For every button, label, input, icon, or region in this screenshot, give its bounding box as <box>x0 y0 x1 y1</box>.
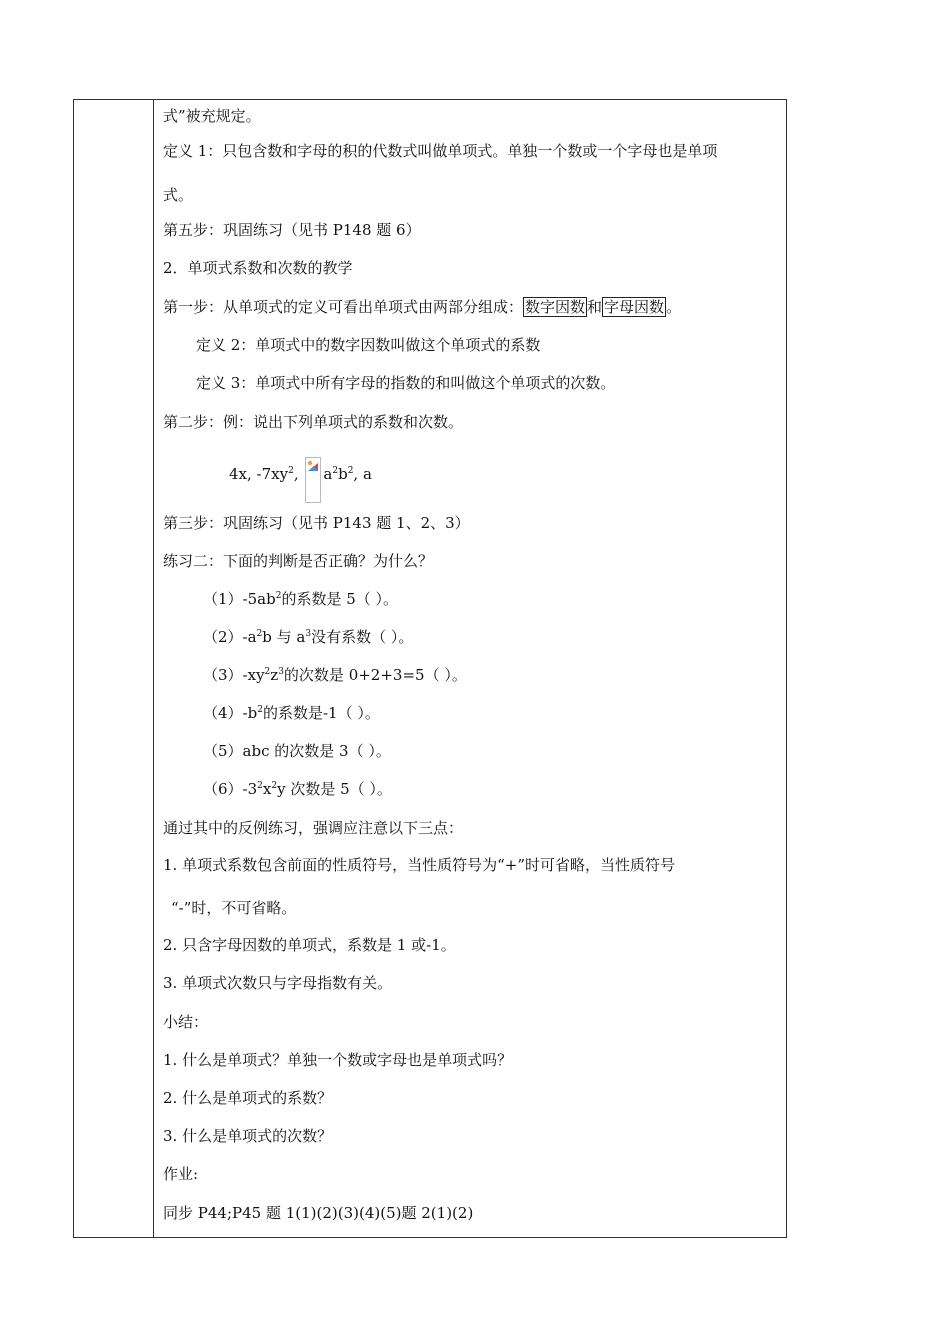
step-3: 第三步：巩固练习（见书 P143 题 1、2、3） <box>163 514 470 532</box>
exercise-text: （6）-3 <box>203 780 258 798</box>
exercise-text: 的系数是-1（ ）。 <box>262 704 380 722</box>
point-2: 2. 只含字母因数的单项式，系数是 1 或-1。 <box>163 936 456 954</box>
example-text: b <box>338 465 348 483</box>
exercise-item-6 <box>203 778 392 800</box>
step-5: 第五步：巩固练习（见书 P148 题 6） <box>163 221 421 239</box>
point-1: 1. 单项式系数包含前面的性质符号，当性质符号为“+”时可省略，当性质符号 <box>163 856 675 874</box>
exponent: 2 <box>275 591 282 601</box>
summary-question-1: 1. 什么是单项式？单独一个数或字母也是单项式吗？ <box>163 1051 513 1069</box>
exercise-text: （2）-a <box>203 628 257 646</box>
step-1-text: 第一步：从单项式的定义可看出单项式由两部分组成： <box>163 298 524 316</box>
section-heading: 2．单项式系数和次数的教学 <box>163 259 353 277</box>
example-text: , <box>293 465 299 483</box>
example-text: , a <box>353 465 372 483</box>
exponent: 3 <box>305 629 312 639</box>
definition-3: 定义 3：单项式中所有字母的指数的和叫做这个单项式的次数。 <box>196 374 616 392</box>
example-text: a <box>323 465 333 483</box>
exponent: 3 <box>278 667 284 677</box>
exercise-item-3 <box>203 664 467 686</box>
exercise-item-4 <box>203 702 380 724</box>
summary-intro: 通过其中的反例练习，强调应注意以下三点： <box>163 819 464 837</box>
exponent: 2 <box>257 781 263 791</box>
example-expressions <box>229 457 372 503</box>
numeric-factor-box: 数字因数 <box>525 298 586 316</box>
column-divider <box>153 100 154 1237</box>
lesson-table <box>73 99 787 1238</box>
exercise-text: x <box>262 780 272 798</box>
exercise-item-5 <box>203 740 391 762</box>
point-3: 3. 单项式次数只与字母指数有关。 <box>163 974 393 992</box>
exponent: 2 <box>271 781 278 791</box>
exercise-text: （1）-5ab <box>203 590 276 608</box>
exercise-text: b 与 a <box>262 628 306 646</box>
exercise-text: z <box>270 666 279 684</box>
fraction-image-icon <box>305 457 321 503</box>
point-1-continued: “-”时，不可省略。 <box>171 899 297 917</box>
text-line: 式。 <box>163 186 194 204</box>
definition-2: 定义 2：单项式中的数字因数叫做这个单项式的系数 <box>196 336 541 354</box>
definition-1: 定义 1：只包含数和字母的积的代数式叫做单项式。单独一个数或一个字母也是单项 <box>163 142 718 160</box>
summary-question-3: 3. 什么是单项式的次数？ <box>163 1127 333 1145</box>
exercise-text: y 次数是 5（ ）。 <box>277 780 392 798</box>
step-1 <box>163 296 681 318</box>
exercise-text: （4）-b <box>203 704 258 722</box>
letter-factor-box: 字母因数 <box>604 298 665 316</box>
exercise-text: （5）abc 的次数是 3（ ）。 <box>203 742 391 760</box>
exercise-text: 的次数是 0+2+3=5（ ）。 <box>283 666 467 684</box>
exponent: 2 <box>257 705 263 715</box>
example-text: 4x, -7xy <box>229 465 289 483</box>
exponent: 2 <box>264 667 271 677</box>
exercise-text: 没有系数（ ）。 <box>311 628 414 646</box>
exercise-item-1 <box>203 588 398 610</box>
step-1-end: 。 <box>666 298 682 316</box>
homework-heading: 作业: <box>163 1165 199 1183</box>
exercise-text: 的系数是 5（ ）。 <box>281 590 399 608</box>
summary-question-2: 2. 什么是单项式的系数？ <box>163 1089 333 1107</box>
exercise-text: （3）-xy <box>203 666 265 684</box>
exercise-item-2 <box>203 626 413 648</box>
step-1-joiner: 和 <box>587 298 603 316</box>
exponent: 2 <box>288 466 294 476</box>
summary-heading: 小结： <box>163 1013 209 1031</box>
exponent: 2 <box>332 466 339 476</box>
exercise-2-heading: 练习二：下面的判断是否正确？为什么？ <box>163 552 434 570</box>
homework-detail: 同步 P44;P45 题 1(1)(2)(3)(4)(5)题 2(1)(2) <box>163 1204 474 1222</box>
exponent: 2 <box>347 466 354 476</box>
text-line: 式”被充规定。 <box>163 107 261 125</box>
step-2: 第二步：例：说出下列单项式的系数和次数。 <box>163 413 464 431</box>
exponent: 2 <box>256 629 263 639</box>
